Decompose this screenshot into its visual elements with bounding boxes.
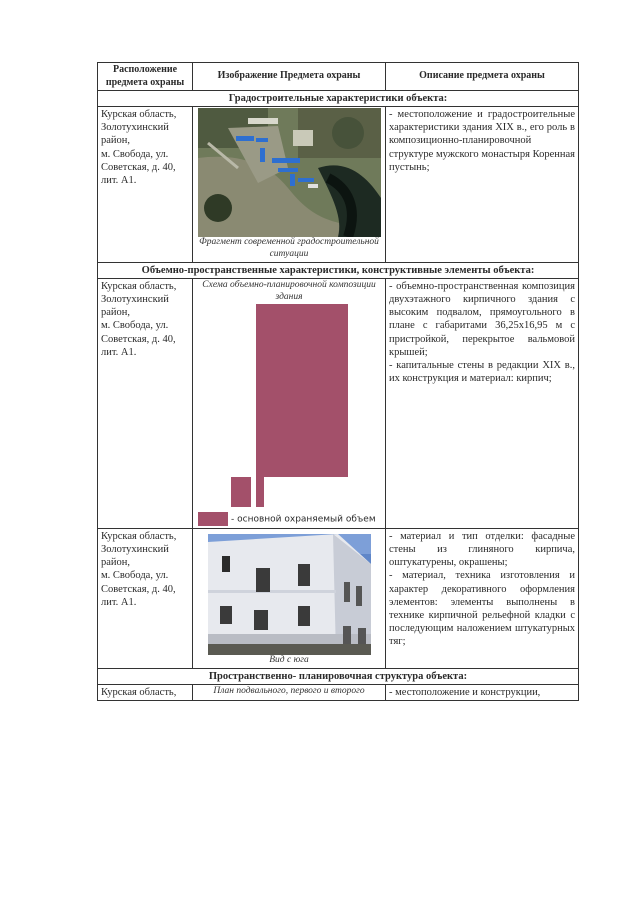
facade-photo	[208, 534, 371, 655]
location-line: м. Свобода, ул.	[101, 148, 169, 160]
location-line: м. Свобода, ул.	[101, 320, 169, 332]
table-row	[98, 107, 579, 263]
description-cell: - местоположение и градостроительные характеристики здания XIX в., его роль в композиционно-планировочной структуре мужского монастыря Коренная пустынь;	[386, 107, 579, 263]
scheme-caption: Схема объемно-планировочной композиции здания	[202, 280, 376, 302]
table-header-row	[98, 63, 579, 91]
location-line: лит. А1.	[101, 174, 137, 186]
location-line: Золотухинский	[101, 122, 169, 134]
location-line: Советская, д. 40,	[101, 333, 176, 345]
location-cell	[98, 529, 193, 669]
description-cell	[386, 279, 579, 529]
location-line: Курская область,	[101, 281, 177, 292]
description-item: - материал, техника изготовления и характер декоративного оформления элементов: элементы выполнены в технике кирпичной рельефной кладки с последующим наложением штукатурных тяг;	[389, 570, 575, 647]
section-volume: Объемно-пространственные характеристики, конструктивные элементы объекта:	[98, 262, 579, 278]
location-line: лит. А1.	[101, 596, 137, 608]
image-cell	[193, 529, 386, 669]
description-cell	[386, 529, 579, 669]
location-cell: Курская область,	[98, 685, 193, 701]
header-image: Изображение Предмета охраны	[193, 63, 386, 91]
location-line: район,	[101, 135, 131, 147]
scheme-figure	[196, 280, 382, 527]
location-line: м. Свобода, ул.	[101, 570, 169, 582]
image-caption: План подвального, первого и второго	[193, 685, 386, 701]
table-row	[98, 279, 579, 529]
protection-table	[97, 62, 579, 701]
location-line: Курская область,	[101, 109, 177, 121]
location-line: лит. А1.	[101, 346, 137, 358]
header-description: Описание предмета охраны	[386, 63, 579, 91]
section-urban: Градостроительные характеристики объекта:	[98, 91, 579, 107]
table-row	[98, 685, 579, 701]
image-cell	[193, 107, 386, 263]
location-line: Золотухинский	[101, 294, 169, 306]
location-cell	[98, 279, 193, 529]
location-line: район,	[101, 557, 131, 569]
image-caption: Фрагмент современной градостроительной ситуации	[199, 237, 379, 259]
scheme-legend	[198, 512, 376, 526]
description-cell: - местоположение и конструкции,	[386, 685, 579, 701]
aerial-photo	[198, 108, 381, 237]
description-item: - капитальные стены в редакции XIX в., их конструкция и материал: кирпич;	[389, 359, 575, 384]
description-item: - объемно-пространственная композиция двухэтажного кирпичного здания с высоким подвалом, прямоугольного в плане с габаритами 36,25х16,95 м с пристройкой, перекрытое вальмовой крышей;	[389, 281, 575, 358]
location-cell	[98, 107, 193, 263]
location-line: Советская, д. 40,	[101, 161, 176, 173]
location-line: Курская область,	[101, 531, 177, 542]
legend-swatch	[198, 512, 228, 526]
location-line: район,	[101, 307, 131, 319]
header-location: Расположение предмета охраны	[98, 63, 193, 91]
section-spatial: Пространственно- планировочная структура объекта:	[98, 668, 579, 684]
image-caption: Вид с юга	[269, 655, 309, 665]
location-line: Советская, д. 40,	[101, 583, 176, 595]
description-item: - материал и тип отделки: фасадные стены из глиняного кирпича, оштукатурены, окрашены;	[389, 531, 575, 569]
location-line: Золотухинский	[101, 544, 169, 556]
building-scheme	[196, 280, 381, 527]
legend-label: - основной охраняемый объем	[231, 514, 376, 525]
table-row	[98, 529, 579, 669]
image-cell	[193, 279, 386, 529]
